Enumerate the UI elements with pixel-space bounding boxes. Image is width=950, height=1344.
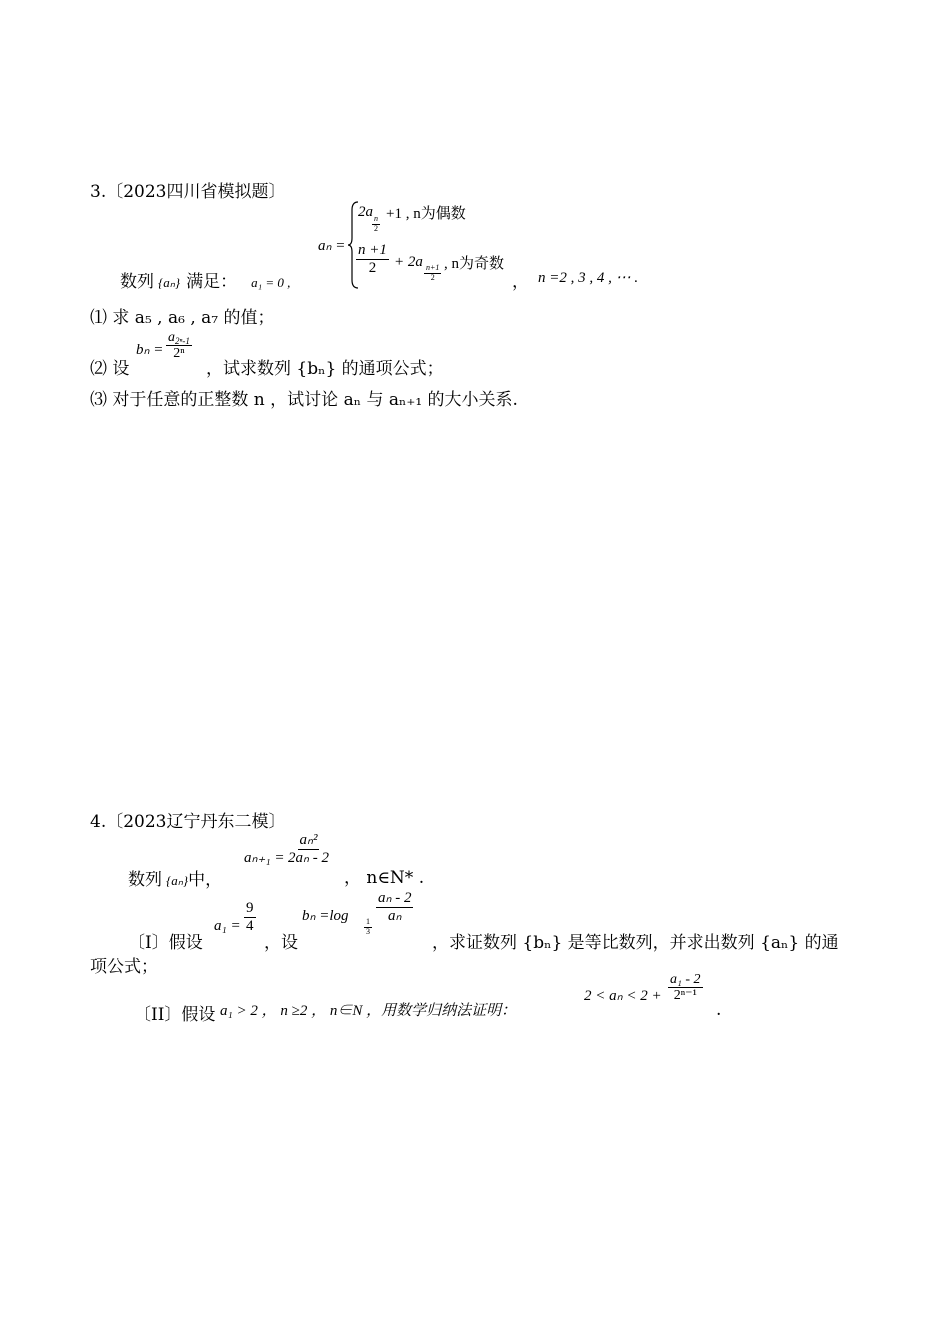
an-lhs: aₙ = <box>318 238 346 254</box>
problem3-q1: ⑴ 求 a₅ , a₆ , a₇ 的值； <box>90 308 275 328</box>
case-even-tail: +1 , n为偶数 <box>386 206 466 222</box>
problem4-rec-tail: ， n∈N* . <box>344 868 425 888</box>
problem3-n-range: n =2 , 3 , 4 , ⋯ . <box>538 270 639 286</box>
problem4-p1-prefix: 〔I〕假设 <box>128 933 203 953</box>
problem3-q2-prefix: ⑵ 设 <box>90 359 130 379</box>
problem4-p1-a1: a₁ = <box>214 918 241 934</box>
case-odd-subscript: $\frac{n+1}{2}$ <box>426 263 440 282</box>
case-odd-frac: $\frac{n +1}{2}$ <box>358 242 387 276</box>
problem4-p1-b: bₙ =log <box>302 908 349 924</box>
problem4-rec-lhs: aₙ₊₁ = <box>244 850 285 866</box>
problem4-p1-set: ，设 <box>264 933 298 953</box>
problem3-q2-suffix: ，试求数列 {bₙ} 的通项公式； <box>206 359 444 379</box>
case-odd-mid: + 2a <box>394 254 423 270</box>
problem3-q2-frac: $\frac{a_{2^n-1}}{\text{2ⁿ}}$ <box>168 330 190 362</box>
problem4-p2-ineq: 2 < aₙ < 2 + <box>584 988 662 1004</box>
problem3-q3: ⑶ 对于任意的正整数 n ，试讨论 aₙ 与 aₙ₊₁ 的大小关系. <box>90 390 518 410</box>
problem4-p1-log-base: $\frac{1}{3}$ <box>366 917 370 936</box>
problem3-q2-b: bₙ = <box>136 342 164 358</box>
problem4-header: 4.〔2023辽宁丹东二模〕 <box>90 812 286 832</box>
problem4-p1-tail: ，求证数列 {bₙ} 是等比数列，并求出数列 {aₙ} 的通 <box>432 933 839 953</box>
problem4-rec-frac: $\frac{\text{aₙ²}}{\text{2aₙ - 2}}$ <box>288 832 329 866</box>
problem4-intro: 数列 {aₙ}中， <box>128 870 223 890</box>
problem4-p2-cond: a₁ > 2 ， n ≥2 ， n∈N ，用数学归纳法证明： <box>220 1003 517 1019</box>
problem4-p1-a1-frac: $\frac{9}{4}$ <box>246 900 254 934</box>
problem3-comma: ， <box>512 272 529 292</box>
problem4-p2-frac: $\frac{\text{a₁ - 2}}{\text{2ⁿ⁻¹}}$ <box>670 972 701 1004</box>
problem3-header: 3.〔2023四川省模拟题〕 <box>90 182 286 202</box>
case-even-subscript: $\frac{n}{2}$ <box>374 214 378 233</box>
problem3-intro: 数列 {aₙ} 满足： a₁ = 0 , <box>120 272 291 292</box>
case-odd-tail: , n为奇数 <box>444 256 505 272</box>
problem4-p1-tail2: 项公式； <box>90 957 158 977</box>
problem4-p2-prefix: 〔II〕假设 <box>134 1005 216 1025</box>
problem4-p2-end: . <box>716 1000 722 1020</box>
problem4-p1-frac: $\frac{\text{aₙ - 2}}{\text{aₙ}}$ <box>378 890 412 924</box>
case-even: 2a <box>358 204 373 220</box>
